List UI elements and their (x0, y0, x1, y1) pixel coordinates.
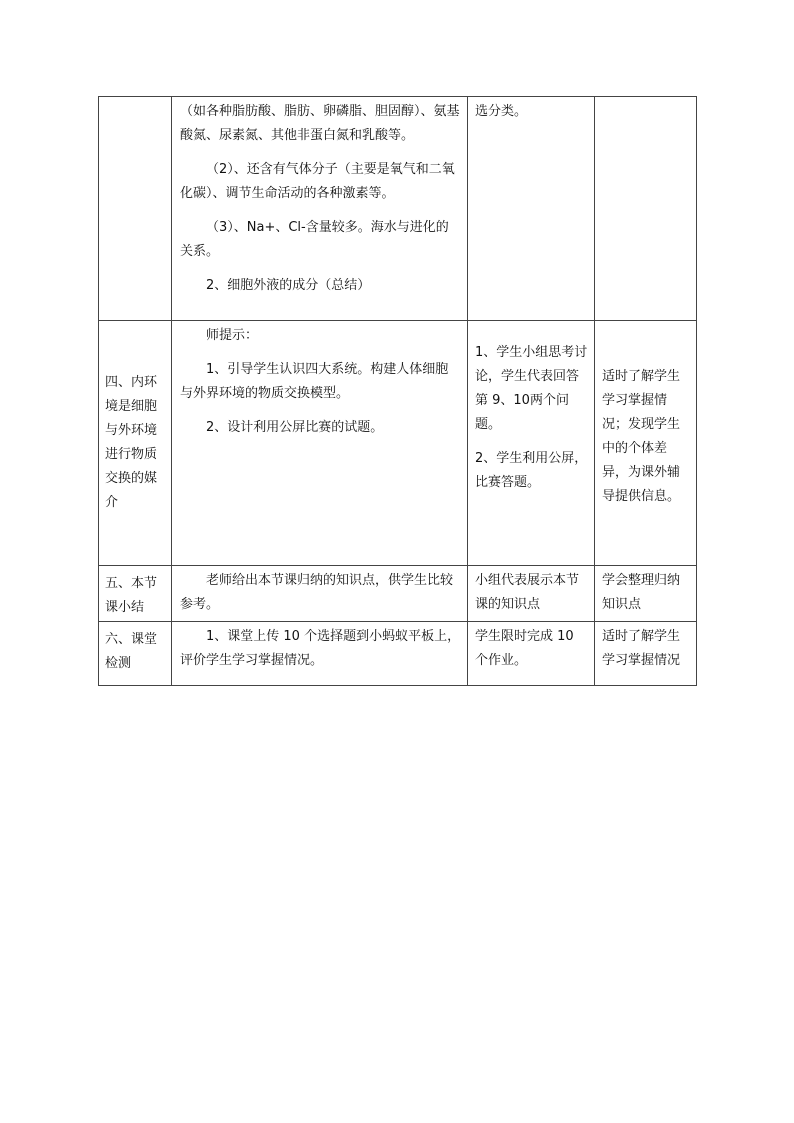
student-activity-cell (468, 622, 595, 686)
content-paragraph: 师提示： (206, 328, 259, 343)
purpose-cell: 学会整理归纳知识点 (595, 566, 697, 622)
table-row (99, 97, 697, 321)
purpose-cell (595, 97, 697, 321)
lesson-plan-table (98, 96, 697, 686)
student-activity-cell (468, 97, 595, 321)
student-paragraph: 2、学生利用公屏，比赛答题。 (475, 451, 588, 490)
table-row (99, 622, 697, 686)
content-paragraph: 2、细胞外液的成分（总结） (206, 278, 371, 293)
content-paragraph: 1、课堂上传 10 个选择题到小蚂蚁平板上，评价学生学习掌握情况。 (180, 629, 461, 668)
stage-cell (99, 97, 172, 321)
table-row (99, 566, 697, 622)
table-row (99, 321, 697, 566)
content-paragraph: 老师给出本节课归纳的知识点，供学生比较参考。 (180, 573, 454, 612)
content-cell (172, 321, 468, 566)
student-paragraph: 1、学生小组思考讨论，学生代表回答第 9、10两个问题。 (475, 345, 588, 432)
content-paragraph: （3）、Na+、Cl-含量较多。海水与进化的关系。 (180, 220, 449, 259)
purpose-cell: 适时了解学生学习掌握情况；发现学生中的个体差异，为课外辅导提供信息。 (595, 321, 697, 566)
content-paragraph: （2）、还含有气体分子（主要是氧气和二氧化碳）、调节生命活动的各种激素等。 (180, 162, 455, 201)
stage-cell: 五、本节课小结 (99, 566, 172, 622)
stage-cell: 六、课堂检测 (99, 622, 172, 686)
content-cell (172, 622, 468, 686)
content-paragraph: 1、引导学生认识四大系统。构建人体细胞与外界环境的物质交换模型。 (180, 362, 449, 401)
student-paragraph: 选分类。 (475, 104, 528, 119)
content-cell (172, 566, 468, 622)
student-paragraph: 学生限时完成 10 个作业。 (475, 629, 574, 668)
student-activity-cell (468, 566, 595, 622)
content-paragraph: （如各种脂肪酸、脂肪、卵磷脂、胆固醇）、氨基酸氮、尿素氮、其他非蛋白氮和乳酸等。 (180, 104, 460, 143)
content-cell (172, 97, 468, 321)
student-paragraph: 小组代表展示本节课的知识点 (475, 573, 580, 612)
student-activity-cell (468, 321, 595, 566)
stage-cell: 四、内环境是细胞与外环境进行物质交换的媒介 (99, 321, 172, 566)
content-paragraph: 2、设计利用公屏比赛的试题。 (206, 420, 384, 435)
purpose-cell: 适时了解学生学习掌握情况 (595, 622, 697, 686)
